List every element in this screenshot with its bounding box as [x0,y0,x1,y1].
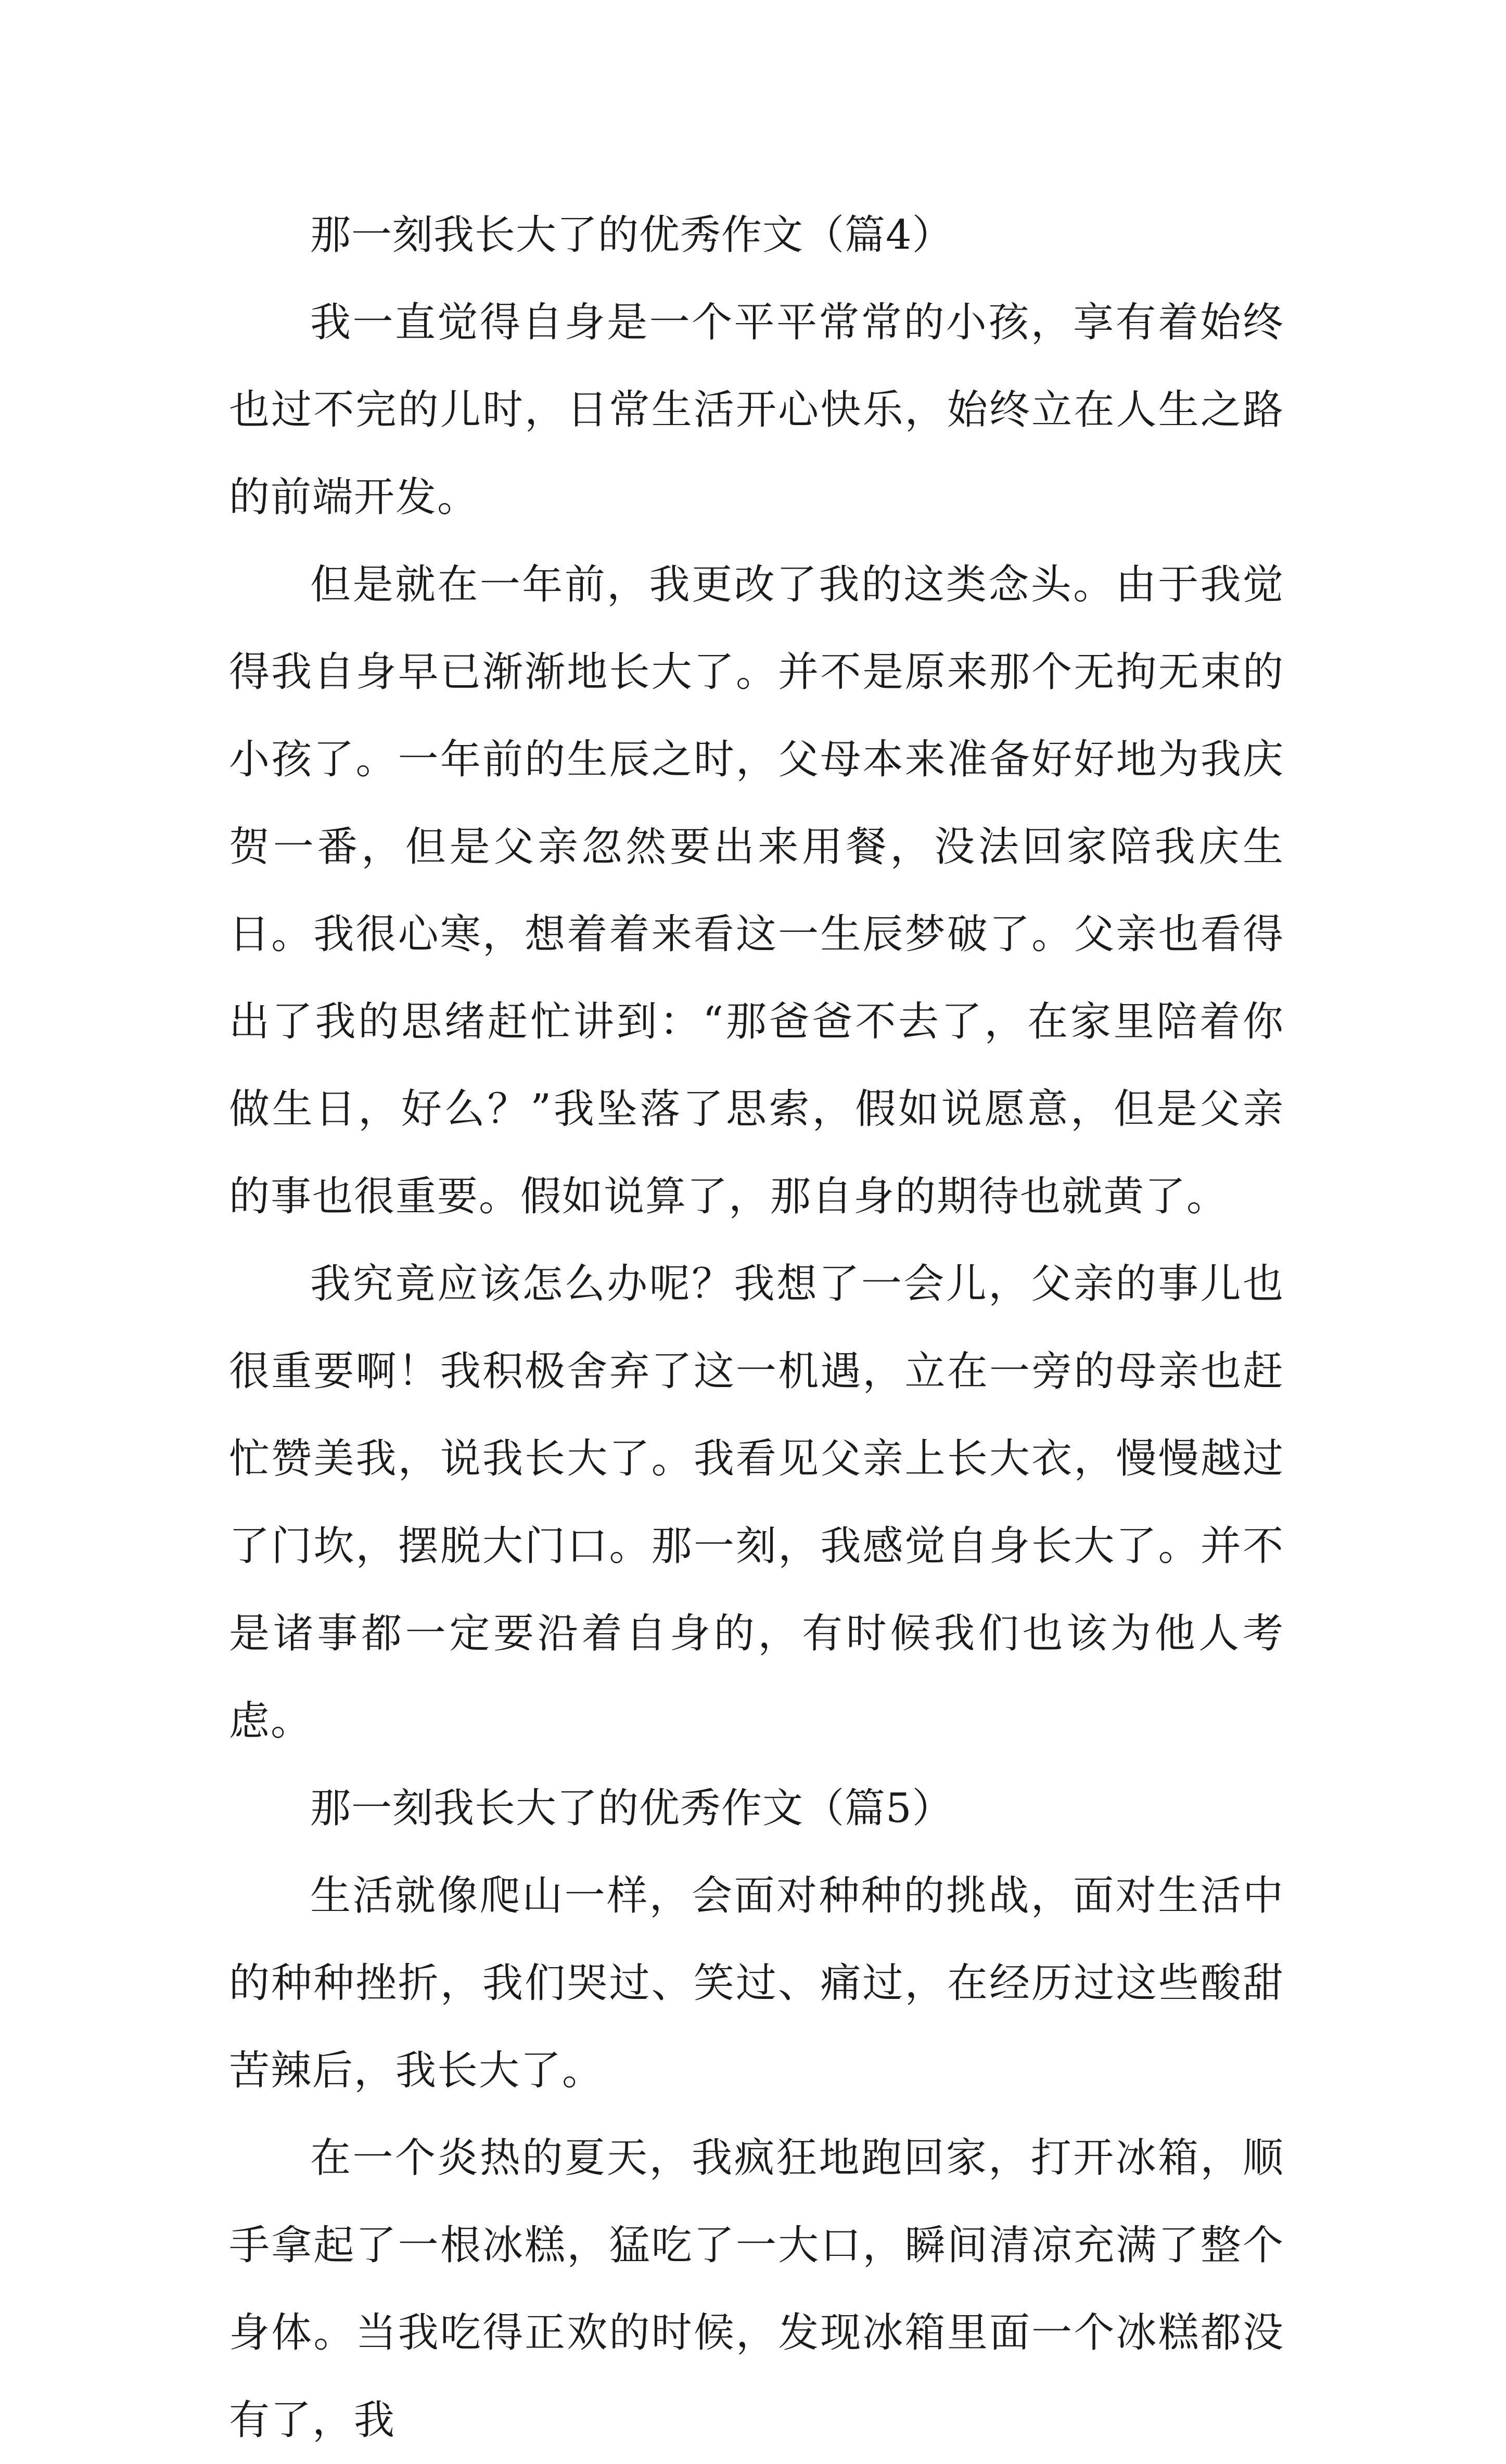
paragraph: 在一个炎热的夏天，我疯狂地跑回家，打开冰箱，顺手拿起了一根冰糕，猛吃了一大口，瞬间清凉充满了整个身体。当我吃得正欢的时候，发现冰箱里面一个冰糕都没有了，我 [229,2135,1284,2444]
paragraph: 但是就在一年前，我更改了我的这类念头。由于我觉得我自身早已渐渐地长大了。并不是原来那个无拘无束的小孩了。一年前的生辰之时，父母本来准备好好地为我庆贺一番，但是父亲忽然要出来用餐，没法回家陪我庆生日。我很心寒，想着着来看这一生辰梦破了。父亲也看得出了我的思绪赶忙讲到：“那爸爸不去了，在家里陪着你做生日，好么？”我坠落了思索，假如说愿意，但是父亲的事也很重要。假如说算了，那自身的期待也就黄了。 [229,561,1284,1220]
paragraph: 生活就像爬山一样，会面对种种的挑战，面对生活中的种种挫折，我们哭过、笑过、痛过，在经历过这些酸甜苦辣后，我长大了。 [229,1872,1284,2094]
document-body [229,191,1284,2464]
paragraph: 我一直觉得自身是一个平平常常的小孩，享有着始终也过不完的儿时，日常生活开心快乐，始终立在人生之路的前端开发。 [229,299,1284,521]
section-heading-4: 那一刻我长大了的优秀作文（篇4） [310,212,953,259]
section-heading-5: 那一刻我长大了的优秀作文（篇5） [310,1785,953,1832]
paragraph: 我究竟应该怎么办呢？我想了一会儿，父亲的事儿也很重要啊！我积极舍弃了这一机遇，立在一旁的母亲也赶忙赞美我，说我长大了。我看见父亲上长大衣，慢慢越过了门坎，摆脱大门口。那一刻，我感觉自身长大了。并不是诸事都一定要沿着自身的，有时候我们也该为他人考虑。 [229,1261,1284,1744]
